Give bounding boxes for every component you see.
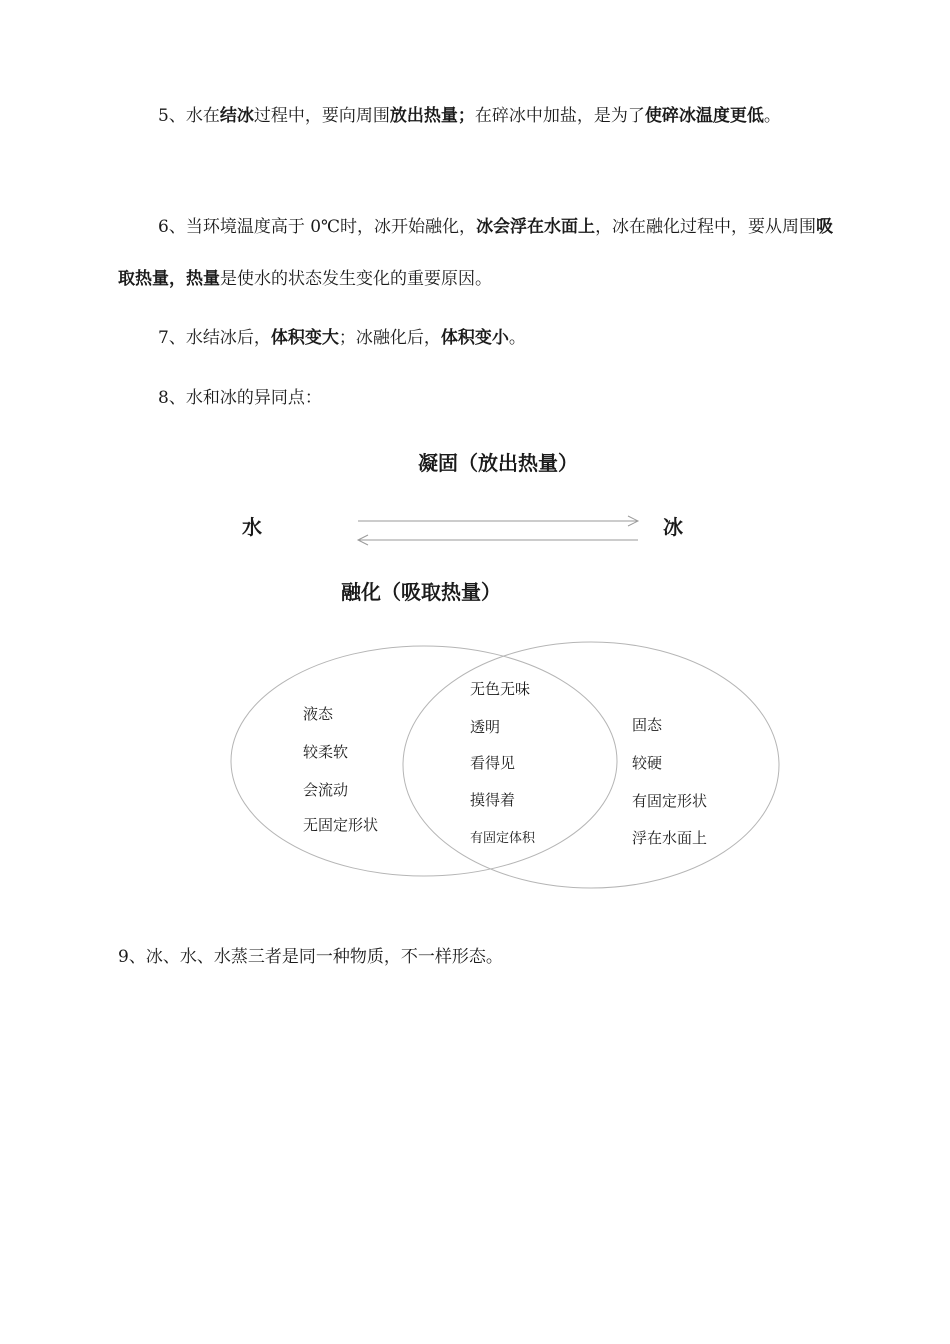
item-7-seg5: 。	[508, 328, 526, 348]
item-5-seg5: 在碎冰中加盐，是为了	[474, 106, 645, 126]
freeze-arrow	[358, 516, 638, 526]
item-6-seg2: 冰会浮在水面上	[476, 217, 596, 237]
ice-trait: 固态	[632, 716, 663, 734]
item-5-seg3: 过程中，要向周围	[253, 106, 390, 126]
item-5-seg6: 使碎冰温度更低	[644, 106, 764, 126]
common-trait: 看得见	[470, 754, 516, 772]
freeze-label: 凝固（放出热量）	[418, 451, 578, 475]
item-9-text: 9、冰、水、水蒸三者是同一种物质，不一样形态。	[118, 947, 503, 967]
water-trait: 无固定形状	[303, 816, 379, 834]
item-5-seg4: 放出热量；	[389, 106, 475, 126]
water-node: 水	[242, 515, 262, 539]
melt-arrow	[358, 535, 638, 545]
item-5-seg2: 结冰	[219, 106, 254, 126]
item-7-seg2: 体积变大	[270, 328, 339, 348]
ice-circle	[403, 642, 779, 888]
item-8-text: 8、水和冰的异同点：	[158, 388, 322, 408]
water-trait: 液态	[303, 705, 334, 723]
common-trait: 有固定体积	[470, 831, 536, 846]
item-7-seg3: ；冰融化后，	[338, 328, 441, 348]
item-7-seg4: 体积变小	[440, 328, 509, 348]
water-trait: 较柔软	[303, 743, 349, 761]
ice-trait: 较硬	[632, 754, 663, 772]
ice-node: 冰	[663, 515, 683, 539]
item-9	[118, 931, 834, 983]
ice-trait: 有固定形状	[632, 792, 708, 810]
item-6-seg3: ，冰在融化过程中，要从周围	[595, 217, 817, 237]
item-6-seg5: 是使水的状态发生变化的重要原因。	[220, 269, 492, 289]
melt-label: 融化（吸取热量）	[341, 580, 501, 604]
item-6-seg4: 吸取热量，热量	[118, 217, 834, 289]
common-trait: 透明	[470, 718, 501, 736]
water-circle	[231, 646, 617, 876]
item-5-seg1: 5、水在	[158, 106, 220, 126]
item-6-seg1: 6、当环境温度高于 0℃时，冰开始融化，	[158, 217, 477, 237]
item-5-seg7: 。	[763, 106, 781, 126]
common-trait: 摸得着	[470, 791, 516, 809]
ice-trait: 浮在水面上	[632, 829, 708, 847]
common-trait: 无色无味	[470, 680, 531, 698]
item-7-seg1: 7、水结冰后，	[158, 328, 271, 348]
water-trait: 会流动	[303, 781, 349, 799]
